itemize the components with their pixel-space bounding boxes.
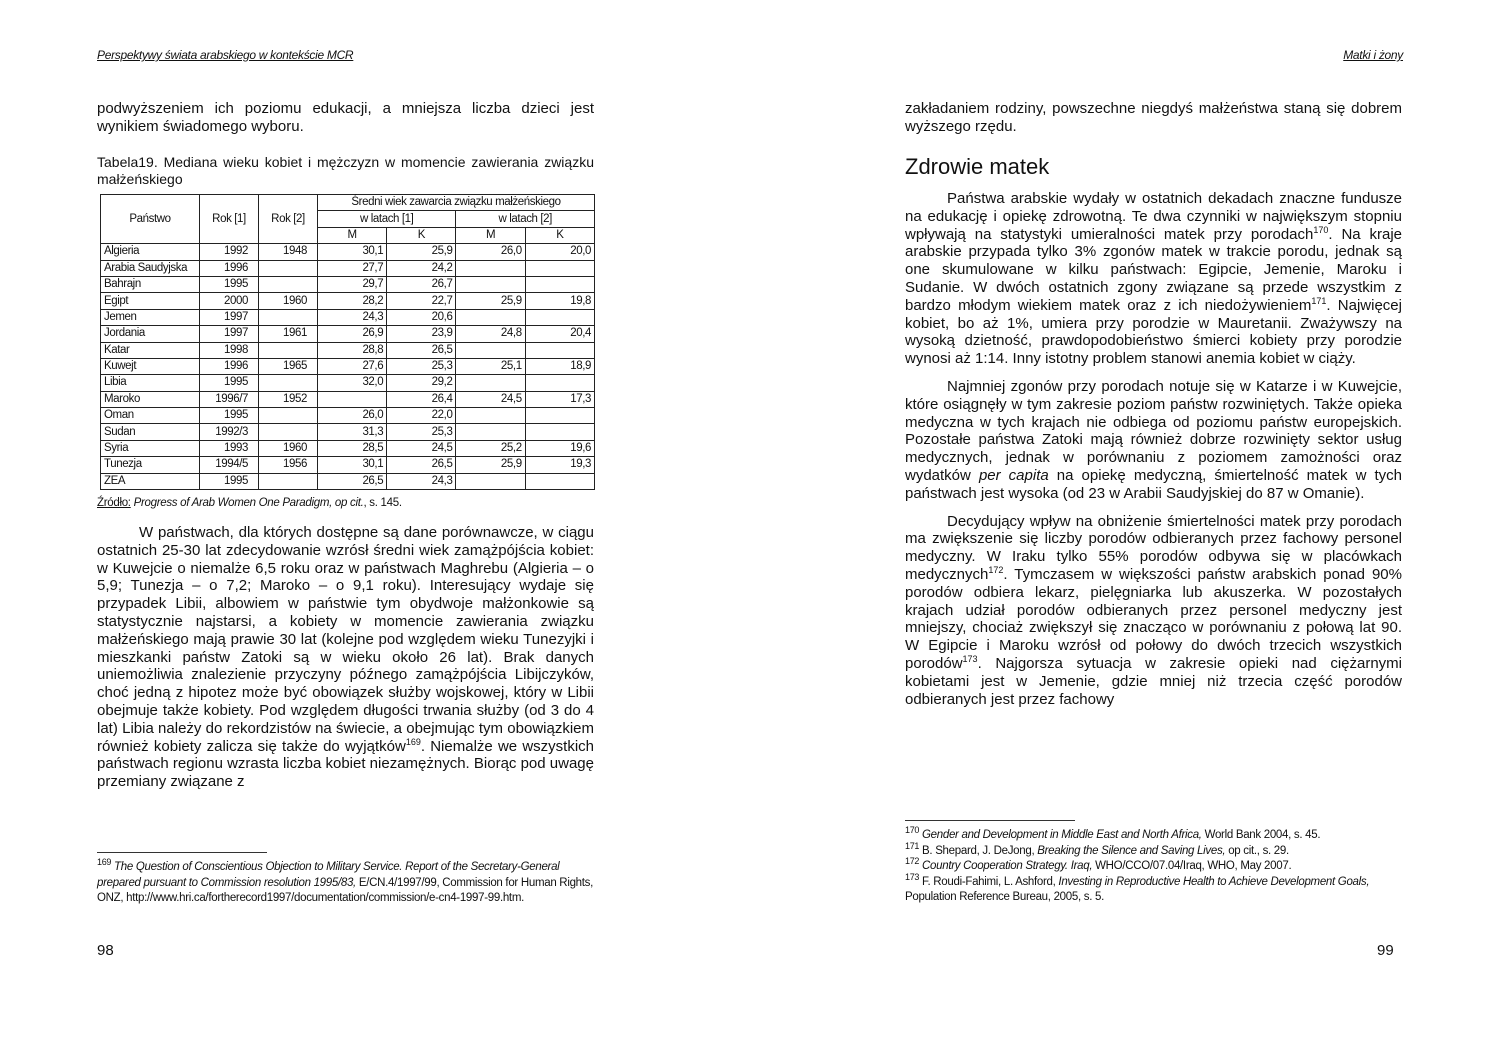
header-year1: Rok [1]	[200, 195, 259, 244]
value-cell: 1995	[200, 473, 259, 489]
value-cell: 24,8	[456, 326, 525, 342]
country-cell: Jordania	[101, 326, 200, 342]
table-row	[101, 276, 595, 292]
table-row	[101, 260, 595, 276]
value-cell: 24,5	[387, 440, 456, 456]
p3-text-a: Decydujący wpływ na obniżenie śmiertelności matek przy porodach ma zwiększenie się liczby porodów odbieranych przez fachowy personel medyczny. W Iraku tylko 55% porodów odbywa się w placówkach medycznych	[905, 512, 1402, 583]
country-cell: Tunezja	[101, 457, 200, 473]
marriage-age-table	[100, 194, 595, 490]
value-cell	[456, 260, 525, 276]
value-cell: 28,2	[318, 293, 387, 309]
p1-text-b: . Na kraje arabskie przypada tylko 3% zgonów matek w trakcie porodu, jednak są one skumulowane w kilku państwach: Egipcie, Jemenie, Maroku i Sudanie. W dwóch ostatnich zgony związane są przede wszystkim z bardzo młodym wiekiem matek oraz z ich niedożywieniem	[905, 225, 1402, 314]
p1-text-c: . Najwięcej kobiet, bo aż 1%, umiera przy porodzie w Mauretanii. Zważywszy na wysoką dzietność, prawdopodobieństwo śmierci kobiety przy porodzie wynosi aż 1:14. Inny istotny problem stanowi anemia kobiet w ciąży.	[905, 296, 1402, 368]
table-row	[101, 391, 595, 407]
value-cell: 1995	[200, 276, 259, 292]
running-header-left: Perspektywy świata arabskiego w kontekście MCR	[97, 48, 354, 62]
value-cell	[456, 375, 525, 391]
footnote-ref-170: 170	[1313, 224, 1329, 235]
running-header-right: Matki i żony	[1343, 48, 1403, 62]
footnote-171	[905, 840, 1402, 860]
value-cell: 1952	[259, 391, 318, 407]
value-cell: 28,8	[318, 342, 387, 358]
value-cell: 1996	[200, 358, 259, 374]
value-cell: 24,3	[387, 473, 456, 489]
table-caption: Tabela19. Mediana wieku kobiet i mężczyzn w momencie zawierania związku małżeńskiego	[97, 154, 594, 187]
header-k2: K	[525, 227, 594, 243]
value-cell	[259, 309, 318, 325]
body-text-end: . Niemalże we wszystkich państwach regionu wzrasta liczba kobiet niezamężnych. Biorąc pod uwagę przemiany związane z	[97, 737, 594, 791]
value-cell: 25,9	[387, 244, 456, 260]
value-cell: 19,8	[525, 293, 594, 309]
footnote-rest: op cit., s. 29.	[1225, 844, 1289, 857]
footnote-rule-left	[97, 852, 267, 853]
table-row	[101, 375, 595, 391]
value-cell: 20,4	[525, 326, 594, 342]
footnote-ref-172: 172	[988, 564, 1004, 575]
header-m1: M	[318, 227, 387, 243]
value-cell: 1995	[200, 408, 259, 424]
footnote-italic: Investing in Reproductive Health to Achieve Development Goals,	[1058, 875, 1370, 888]
value-cell	[525, 424, 594, 440]
footnote-italic: Country Cooperation Strategy. Iraq,	[922, 860, 1093, 872]
p3-text-c: . Najgorsza sytuacja w zakresie opieki nad ciężarnymi kobietami jest w Jemenie, gdzie mniej niż trzecia część porodów odbieranych jest przez fachowy	[905, 654, 1402, 708]
value-cell: 30,1	[318, 457, 387, 473]
value-cell: 24,5	[456, 391, 525, 407]
value-cell: 26,5	[387, 342, 456, 358]
value-cell	[525, 408, 594, 424]
value-cell: 1960	[259, 293, 318, 309]
footnote-rest: World Bank 2004, s. 45.	[1201, 829, 1321, 841]
table-row	[101, 326, 595, 342]
value-cell	[456, 342, 525, 358]
table-row	[101, 408, 595, 424]
value-cell	[259, 424, 318, 440]
table-source	[97, 497, 402, 509]
value-cell: 31,3	[318, 424, 387, 440]
value-cell: 25,9	[456, 293, 525, 309]
footnote-ref-173: 173	[962, 653, 978, 664]
value-cell	[259, 260, 318, 276]
value-cell: 1995	[200, 375, 259, 391]
value-cell	[525, 342, 594, 358]
table-row	[101, 309, 595, 325]
right-paragraph-2	[905, 378, 1402, 503]
country-cell: Sudan	[101, 424, 200, 440]
value-cell: 1996/7	[200, 391, 259, 407]
value-cell: 1992/3	[200, 424, 259, 440]
value-cell: 25,9	[456, 457, 525, 473]
value-cell: 1993	[200, 440, 259, 456]
p2-text-a: Najmniej zgonów przy porodach notuje się w Katarze i w Kuwejcie, które osiągnęły w tym zakresie poziom państw rozwiniętych. Także opieka medyczna w tych krajach nie odbiega od poziomu państw europejskich. Pozostałe państwa Zatoki mają również dobrze rozwinięty sektor usług medycznych, jednak w porównaniu z poziomem zamożności oraz wydatków	[905, 377, 1402, 484]
body-text-main: W państwach, dla których dostępne są dane porównawcze, w ciągu ostatnich 25-30 lat zdecydowanie wzrósł średni wiek zamążpójścia kobiet: w Kuwejcie o niemalże 6,5 roku oraz w państwach Maghrebu (Algieria – o 5,9; Tunezja – o 7,2; Maroko – o 9,1 roku). Interesujący wydaje się przypadek Libii, albowiem w państwie tym obydwoje małżonkowie są statystycznie najstarsi, a kobiety w momencie zawierania związku małżeńskiego mają prawie 30 lat (kolejne pod względem wieku Tunezyjki i mieszkanki państw Zatoki są w wieku około 26 lat). Brak danych uniemożliwia znalezienie przyczyny późnego zamążpójścia Libijczyków, choć jedną z hipotez może być obowiązek służby wojskowej, który w Libii obejmuje także kobiety. Pod względem długości trwania służby (od 3 do 4 lat) Libia należy do rekordzistów na świecie, a obejmując tym obowiązkiem również kobiety zalicza się także do wyjątków	[97, 524, 594, 755]
section-heading: Zdrowie matek	[905, 154, 1050, 179]
p1-text-a: Państwa arabskie wydały w ostatnich dekadach znaczne fundusze na edukację i opiekę zdrowotną. Te dwa czynniki w największym stopniu wpływają na statystyki umieralności matek przy porodach	[905, 190, 1402, 243]
p2-text-b: na opiekę medyczną, śmiertelność matek w tych państwach jest wysoka (od 23 w Arabii Saudyjskiej do 87 w Omanie).	[905, 466, 1403, 502]
header-sub1: w latach [1]	[318, 211, 456, 227]
value-cell: 20,6	[387, 309, 456, 325]
value-cell: 1994/5	[200, 457, 259, 473]
value-cell: 1997	[200, 326, 259, 342]
value-cell: 2000	[200, 293, 259, 309]
value-cell	[259, 342, 318, 358]
footnote-169	[97, 857, 594, 907]
intro-paragraph: podwyższeniem ich poziomu edukacji, a mniejsza liczba dzieci jest wynikiem świadomego wyboru.	[97, 100, 594, 135]
left-body	[97, 524, 594, 791]
value-cell	[456, 276, 525, 292]
value-cell	[525, 309, 594, 325]
header-age: Średni wiek zawarcia związku małżeńskiego	[318, 195, 595, 211]
source-label: Źródło:	[97, 497, 131, 509]
value-cell: 25,2	[456, 440, 525, 456]
table-row	[101, 457, 595, 473]
value-cell: 23,9	[387, 326, 456, 342]
country-cell: Libia	[101, 375, 200, 391]
header-sub2: w latach [2]	[456, 211, 595, 227]
value-cell: 1996	[200, 260, 259, 276]
footnote-rest: Population Reference Bureau, 2005, s. 5.	[905, 891, 1104, 903]
footnote-italic: Breaking the Silence and Saving Lives,	[1037, 844, 1226, 857]
header-year2: Rok [2]	[259, 195, 318, 244]
country-cell: Bahrajn	[101, 276, 200, 292]
value-cell	[456, 309, 525, 325]
footnote-italic: The Question of Conscientious Objection to Military Service. Report of the Secretary-General prepared pursuant to Commission resolution 1995/83,	[97, 861, 560, 889]
footnote-num: 170	[905, 825, 920, 836]
header-m2: M	[456, 227, 525, 243]
table-row	[101, 342, 595, 358]
footnote-num: 171	[905, 840, 920, 851]
p2-italic: per capita	[978, 466, 1049, 484]
right-paragraph-1	[905, 190, 1402, 368]
footnote-rest: WHO/CCO/07.04/Iraq, WHO, May 2007.	[1092, 860, 1292, 872]
footnotes-right	[905, 825, 1402, 906]
value-cell	[259, 276, 318, 292]
value-cell	[525, 375, 594, 391]
footnote-172	[905, 856, 1402, 875]
table-row	[101, 473, 595, 489]
value-cell: 26,7	[387, 276, 456, 292]
table-row	[101, 244, 595, 260]
value-cell: 30,1	[318, 244, 387, 260]
value-cell: 27,6	[318, 358, 387, 374]
header-k1: K	[387, 227, 456, 243]
footnotes-left	[97, 857, 594, 907]
country-cell: Egipt	[101, 293, 200, 309]
footnote-num: 173	[905, 871, 920, 882]
table-body	[101, 244, 595, 490]
value-cell: 22,7	[387, 293, 456, 309]
value-cell: 27,7	[318, 260, 387, 276]
country-cell: Kuwejt	[101, 358, 200, 374]
value-cell: 1961	[259, 326, 318, 342]
value-cell: 24,2	[387, 260, 456, 276]
value-cell: 19,6	[525, 440, 594, 456]
value-cell: 25,3	[387, 358, 456, 374]
value-cell: 26,9	[318, 326, 387, 342]
right-intro-text	[905, 100, 1402, 136]
footnote-rule-right	[905, 820, 1075, 821]
footnote-pre: B. Shepard, J. DeJong,	[922, 844, 1038, 857]
value-cell	[456, 424, 525, 440]
value-cell: 26,5	[318, 473, 387, 489]
footnote-pre: F. Roudi-Fahimi, L. Ashford,	[922, 875, 1059, 888]
value-cell: 1965	[259, 358, 318, 374]
value-cell: 1997	[200, 309, 259, 325]
value-cell	[318, 391, 387, 407]
value-cell: 26,5	[387, 457, 456, 473]
value-cell: 32,0	[318, 375, 387, 391]
value-cell: 1948	[259, 244, 318, 260]
value-cell: 1956	[259, 457, 318, 473]
value-cell: 18,9	[525, 358, 594, 374]
value-cell: 28,5	[318, 440, 387, 456]
value-cell: 1998	[200, 342, 259, 358]
value-cell: 19,3	[525, 457, 594, 473]
country-cell: Syria	[101, 440, 200, 456]
value-cell	[259, 408, 318, 424]
p3-text-b: . Tymczasem w większości państw arabskich ponad 90% porodów odbiera lekarz, pielęgniarka lub akuszerka. W pozostałych krajach udział porodów odbieranych przez personel medyczny jest mniejszy, chociaż zwiększył się znacząco w porównaniu z połową lat 90. W Egipcie i Maroku wzrósł od połowy do dwóch trzecich wszystkich porodów	[905, 565, 1402, 672]
footnote-ref-169: 169	[405, 736, 421, 747]
right-body	[905, 190, 1402, 708]
value-cell	[259, 375, 318, 391]
table-row	[101, 293, 595, 309]
value-cell: 25,3	[387, 424, 456, 440]
value-cell: 22,0	[387, 408, 456, 424]
page-number-left: 98	[97, 942, 114, 959]
value-cell: 26,4	[387, 391, 456, 407]
footnote-rest: E/CN.4/1997/99, Commission for Human Rights, ONZ, http://www.hri.ca/fortherecord1997/documentation/commission/e-cn4-1997-99.htm.	[97, 876, 593, 904]
footnote-173	[905, 871, 1402, 906]
footnote-170	[905, 825, 1402, 844]
page-number-right: 99	[1377, 942, 1394, 959]
footnote-num: 169	[97, 857, 112, 868]
country-cell: Oman	[101, 408, 200, 424]
source-page: , s. 145.	[363, 497, 402, 509]
value-cell	[259, 473, 318, 489]
footnote-italic: Gender and Development in Middle East and North Africa,	[922, 829, 1202, 841]
table-row	[101, 358, 595, 374]
country-cell: Algieria	[101, 244, 200, 260]
country-cell: Maroko	[101, 391, 200, 407]
header-country: Państwo	[101, 195, 200, 244]
value-cell	[525, 260, 594, 276]
left-intro-text	[97, 100, 594, 136]
footnote-num: 172	[905, 856, 920, 867]
value-cell: 20,0	[525, 244, 594, 260]
value-cell: 29,2	[387, 375, 456, 391]
table-row	[101, 424, 595, 440]
country-cell: Katar	[101, 342, 200, 358]
value-cell: 29,7	[318, 276, 387, 292]
value-cell	[456, 473, 525, 489]
footnote-ref-171: 171	[1311, 295, 1327, 306]
country-cell: Arabia Saudyjska	[101, 260, 200, 276]
value-cell: 1960	[259, 440, 318, 456]
value-cell: 1992	[200, 244, 259, 260]
value-cell	[525, 276, 594, 292]
country-cell: ZEA	[101, 473, 200, 489]
table-row	[101, 440, 595, 456]
value-cell: 26,0	[456, 244, 525, 260]
value-cell: 24,3	[318, 309, 387, 325]
right-paragraph-3	[905, 513, 1402, 709]
value-cell: 17,3	[525, 391, 594, 407]
source-title: Progress of Arab Women One Paradigm, op cit.	[133, 497, 364, 509]
country-cell: Jemen	[101, 309, 200, 325]
value-cell	[525, 473, 594, 489]
left-body-paragraph	[97, 524, 594, 791]
value-cell: 26,0	[318, 408, 387, 424]
value-cell	[456, 408, 525, 424]
value-cell: 25,1	[456, 358, 525, 374]
right-intro-paragraph: zakładaniem rodziny, powszechne niegdyś małżeństwa staną się dobrem wyższego rzędu.	[905, 100, 1402, 135]
